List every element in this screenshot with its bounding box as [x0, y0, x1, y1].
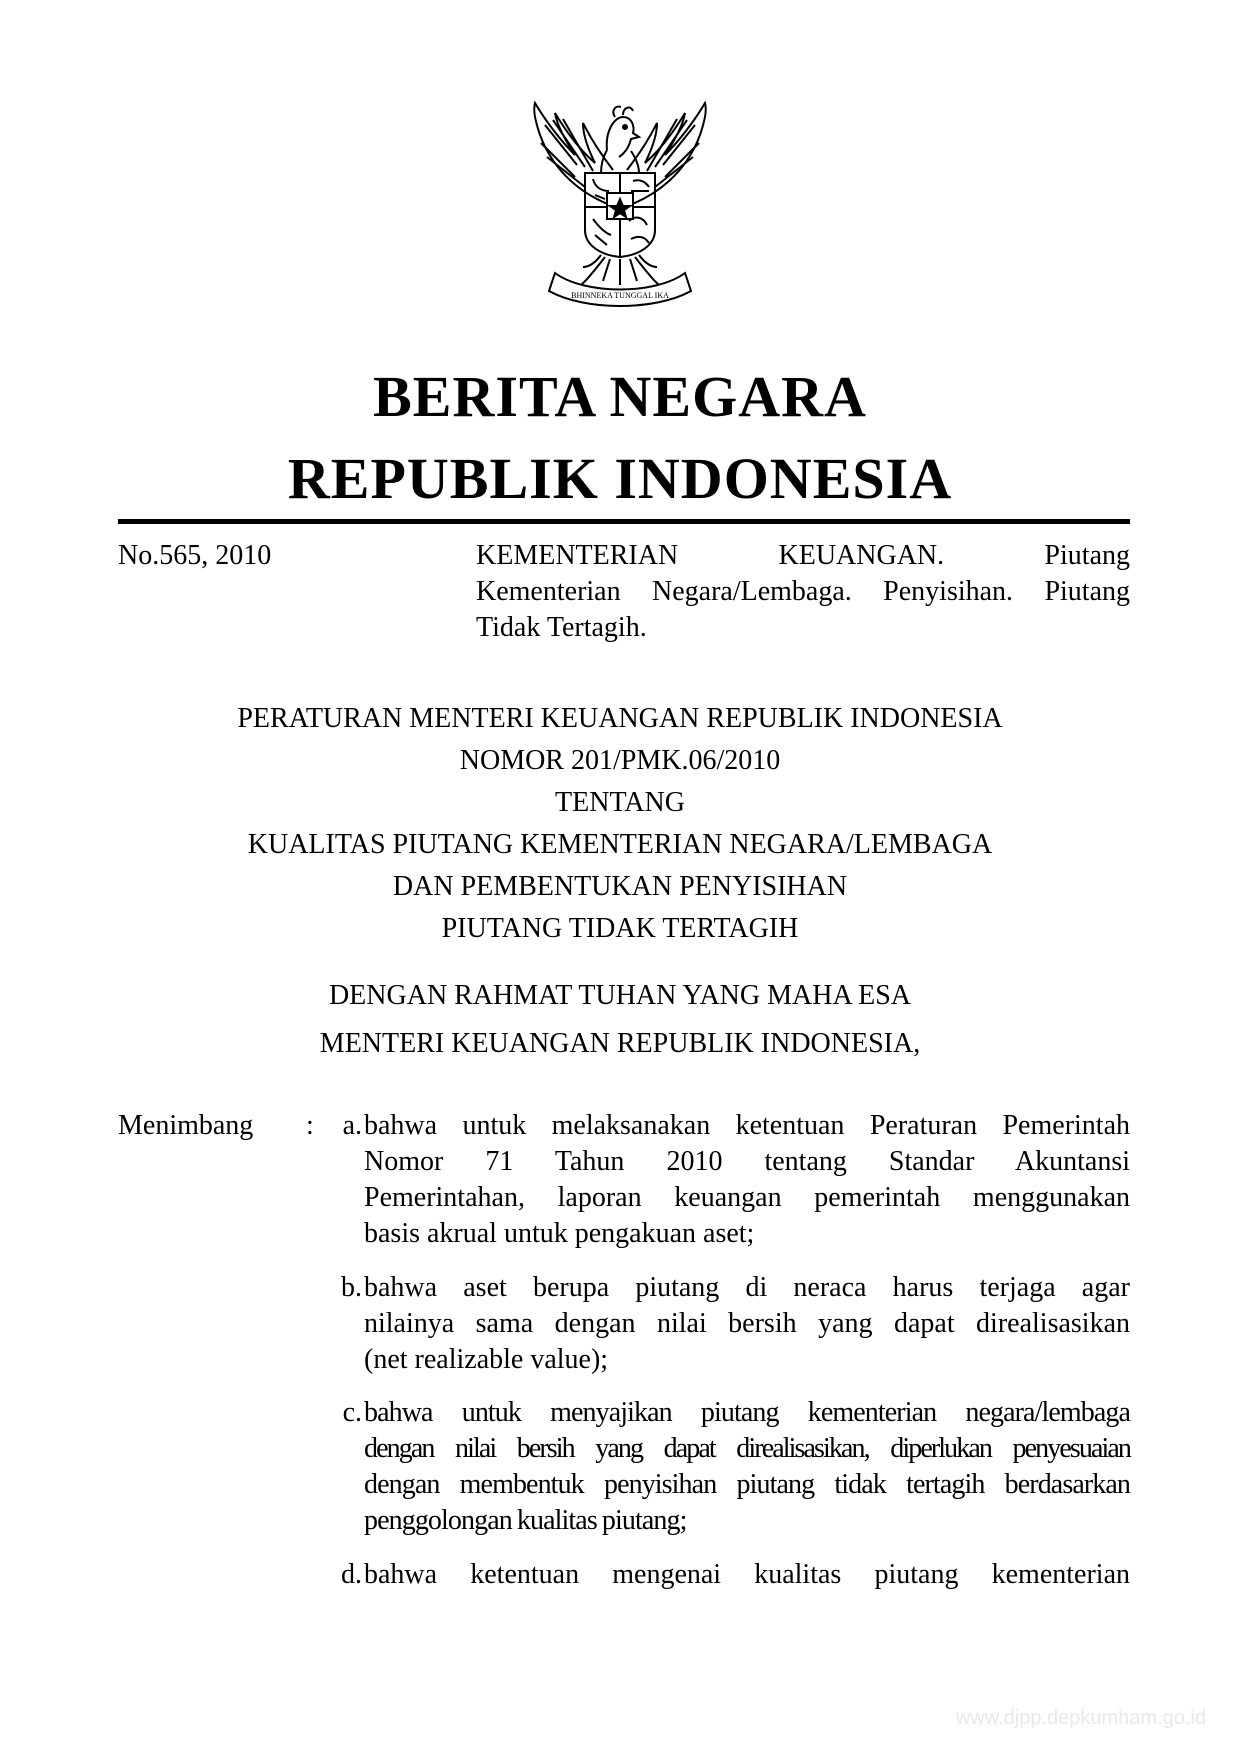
- item-text: [364, 1270, 1130, 1378]
- subject-line: Tidak Tertagih.: [476, 612, 647, 643]
- menimbang-label: Menimbang: [118, 1110, 254, 1141]
- issue-subject: [476, 538, 1130, 646]
- emblem-motto: BHINNEKA TUNGGAL IKA: [571, 291, 669, 300]
- item-line: basis akrual untuk pengakuan aset;: [364, 1218, 755, 1249]
- preamble-line: DENGAN RAHMAT TUHAN YANG MAHA ESA: [328, 980, 912, 1011]
- masthead-subtitle: REPUBLIK INDONESIA: [287, 446, 953, 511]
- regulation-title-line: KUALITAS PIUTANG KEMENTERIAN NEGARA/LEMBAGA: [247, 829, 993, 860]
- item-line: bahwa untuk menyajikan piutang kementerian negara/lembaga: [364, 1397, 1130, 1428]
- regulation-title-line: TENTANG: [555, 787, 685, 818]
- regulation-number: NOMOR 201/PMK.06/2010: [459, 745, 781, 776]
- garuda-pancasila-emblem-icon: [515, 95, 725, 310]
- subject-line: Kementerian Negara/Lembaga. Penyisihan. Piutang: [476, 576, 1130, 607]
- masthead-title: BERITA NEGARA: [373, 364, 867, 429]
- item-letter: d.: [341, 1559, 362, 1590]
- regulation-title-line: PERATURAN MENTERI KEUANGAN REPUBLIK INDONESIA: [237, 703, 1003, 734]
- item-line: Pemerintahan, laporan keuangan pemerintah menggunakan: [364, 1182, 1130, 1213]
- preamble: [0, 972, 1240, 1068]
- item-letter: c.: [342, 1397, 362, 1428]
- menimbang-colon: :: [306, 1110, 314, 1141]
- item-line: penggolongan kualitas piutang;: [364, 1505, 687, 1536]
- item-letter: a.: [342, 1110, 362, 1141]
- item-text: [364, 1395, 1130, 1539]
- header-divider: [118, 519, 1130, 524]
- item-text: [364, 1108, 1130, 1252]
- issue-number: No.565, 2010: [118, 540, 272, 571]
- item-line: bahwa untuk melaksanakan ketentuan Peraturan Pemerintah: [364, 1110, 1130, 1141]
- item-line: nilainya sama dengan nilai bersih yang dapat direalisasikan: [364, 1308, 1130, 1339]
- item-line: Nomor 71 Tahun 2010 tentang Standar Akuntansi: [364, 1146, 1130, 1177]
- subject-line: KEMENTERIAN KEUANGAN. Piutang: [476, 540, 1130, 571]
- watermark-url: www.djpp.depkumham.go.id: [955, 1707, 1206, 1729]
- item-line: dengan membentuk penyisihan piutang tidak tertagih berdasarkan: [364, 1469, 1130, 1500]
- regulation-title-line: DAN PEMBENTUKAN PENYISIHAN: [392, 871, 848, 902]
- regulation-title-line: PIUTANG TIDAK TERTAGIH: [441, 913, 799, 944]
- item-line: dengan nilai bersih yang dapat direalisasikan, diperlukan penyesuaian: [364, 1433, 1130, 1464]
- item-text: [364, 1557, 1130, 1593]
- item-line: (net realizable value);: [364, 1344, 609, 1375]
- item-line: bahwa aset berupa piutang di neraca harus terjaga agar: [364, 1272, 1130, 1303]
- item-letter: b.: [341, 1272, 362, 1303]
- item-line: bahwa ketentuan mengenai kualitas piutang kementerian: [364, 1559, 1130, 1590]
- preamble-line: MENTERI KEUANGAN REPUBLIK INDONESIA,: [319, 1028, 921, 1059]
- regulation-title: [0, 698, 1240, 950]
